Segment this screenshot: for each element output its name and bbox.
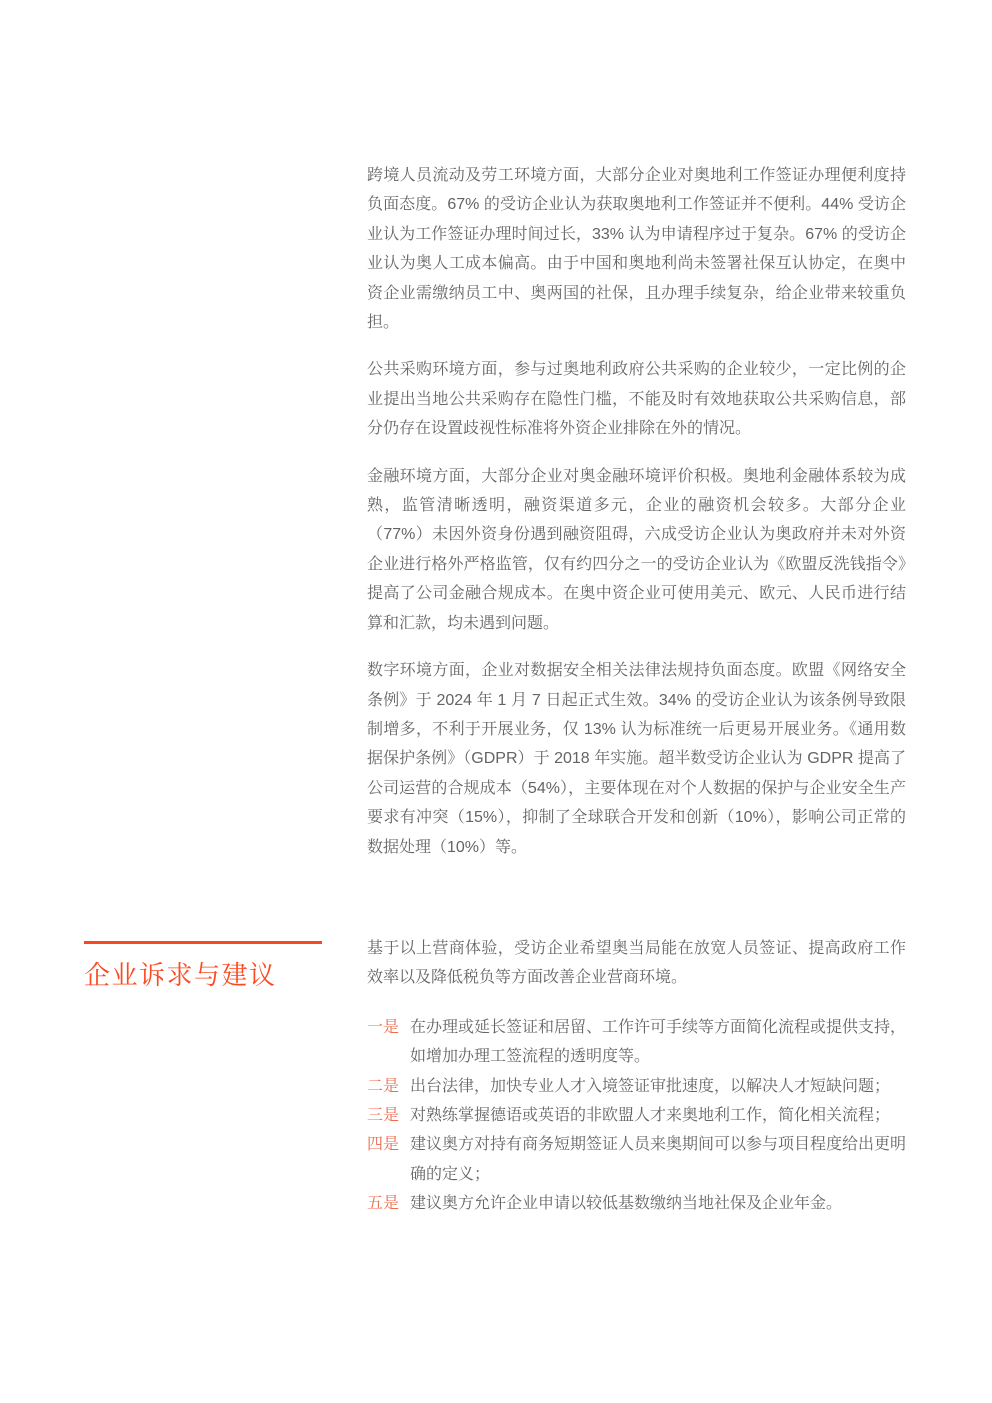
advice-item <box>367 1130 906 1189</box>
advice-item-label: 四是 <box>367 1136 400 1154</box>
paragraph-digital-environment: 数字环境方面，企业对数据安全相关法律法规持负面态度。欧盟《网络安全条例》于 2024 年 1 月 7 日起正式生效。34% 的受访企业认为该条例导致限制增多，不利于开展业务，仅 13% 认为标准统一后更易开展业务。《通用数据保护条例》（GDPR）于 2018 年实施。超半数受访企业认为 GDPR 提高了公司运营的合规成本（54%），主要体现在对个人数据的保护与企业安全生产要求有冲突（15%），抑制了全球联合开发和创新（10%），影响公司正常的数据处理（10%）等。 <box>367 662 906 856</box>
advice-item-label: 一是 <box>367 1018 400 1036</box>
advice-item <box>367 1101 906 1130</box>
section-text-column <box>367 934 906 1219</box>
section-intro-paragraph: 基于以上营商体验，受访企业希望奥当局能在放宽人员签证、提高政府工作效率以及降低税负等方面改善企业营商环境。 <box>367 940 906 987</box>
paragraph-public-procurement: 公共采购环境方面，参与过奥地利政府公共采购的企业较少，一定比例的企业提出当地公共采购存在隐性门槛，不能及时有效地获取公共采购信息，部分仍存在设置歧视性标准将外资企业排除在外的情况。 <box>367 361 906 438</box>
advice-item-text: 在办理或延长签证和居留、工作许可手续等方面简化流程或提供支持，如增加办理工签流程的透明度等。 <box>410 1018 907 1066</box>
advice-item-text: 建议奥方允许企业申请以较低基数缴纳当地社保及企业年金。 <box>410 1195 843 1213</box>
paragraph-financial-environment: 金融环境方面，大部分企业对奥金融环境评价积极。奥地利金融体系较为成熟，监管清晰透明，融资渠道多元，企业的融资机会较多。大部分企业（77%）未因外资身份遇到融资阻碍，六成受访企业认为奥政府并未对外资企业进行格外严格监管，仅有约四分之一的受访企业认为《欧盟反洗钱指令》提高了公司金融合规成本。在奥中资企业可使用美元、欧元、人民币进行结算和汇款，均未遇到问题。 <box>367 467 906 632</box>
advice-item-text: 出台法律，加快专业人才入境签证审批速度，以解决人才短缺问题； <box>410 1077 891 1095</box>
body-text-column <box>367 161 906 880</box>
advice-item-label: 二是 <box>367 1077 400 1095</box>
advice-item <box>367 1013 906 1072</box>
advice-list <box>367 1013 906 1219</box>
advice-item-label: 三是 <box>367 1107 400 1125</box>
section-marker <box>84 941 324 1012</box>
advice-item <box>367 1072 906 1101</box>
paragraph-labor-environment: 跨境人员流动及劳工环境方面，大部分企业对奥地利工作签证办理便利度持负面态度。67% 的受访企业认为获取奥地利工作签证并不便利。44% 受访企业认为工作签证办理时间过长，33% 认为申请程序过于复杂。67% 的受访企业认为奥人工成本偏高。由于中国和奥地利尚未签署社保互认协定，在奥中资企业需缴纳员工中、奥两国的社保，且办理手续复杂，给企业带来较重负担。 <box>367 167 906 332</box>
advice-item <box>367 1189 906 1218</box>
section-heading: 企业诉求与建议 <box>84 960 277 990</box>
advice-item-text: 建议奥方对持有商务短期签证人员来奥期间可以参与项目程度给出更明确的定义； <box>410 1136 907 1183</box>
advice-item-text: 对熟练掌握德语或英语的非欧盟人才来奥地利工作，简化相关流程； <box>410 1107 891 1125</box>
section-rule-line <box>84 941 322 944</box>
advice-item-label: 五是 <box>367 1195 400 1213</box>
